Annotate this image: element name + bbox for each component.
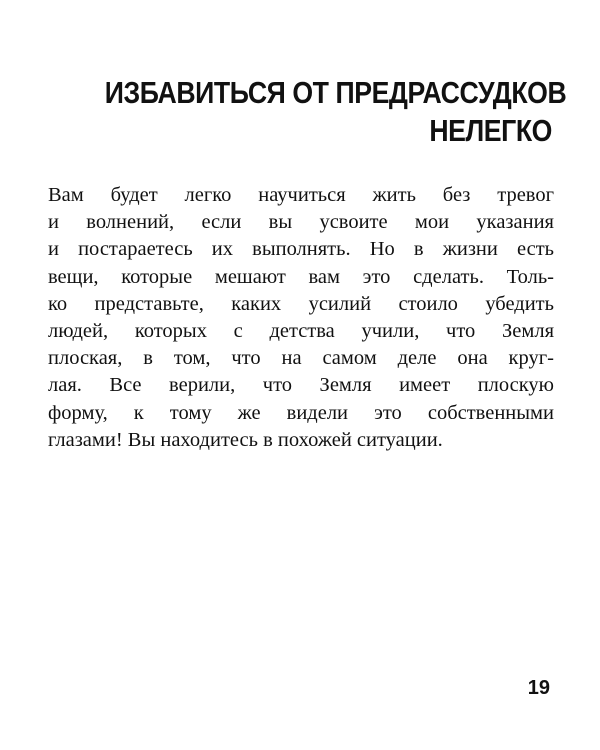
paragraph-line: Вам будет легко научиться жить без тревог (48, 184, 554, 206)
chapter-heading-line-2: НЕЛЕГКО (429, 113, 552, 148)
chapter-heading-line-1: ИЗБАВИТЬСЯ ОТ ПРЕДРАССУДКОВ (104, 75, 567, 110)
paragraph-line: плоская, в том, что на самом деле она круг- (48, 347, 554, 370)
page-number: 19 (527, 677, 550, 699)
paragraph-line: глазами! Вы находитесь в похожей ситуации. (48, 428, 443, 451)
paragraph-line: ко представьте, каких усилий стоило убедить (48, 292, 554, 315)
paragraph-line: форму, к тому же видели это собственными (48, 401, 554, 424)
paragraph-line: людей, которых с детства учили, что Земля (48, 320, 554, 343)
paragraph-line: и постараетесь их выполнять. Но в жизни есть (48, 238, 554, 261)
paragraph-line: лая. Все верили, что Земля имеет плоскую (48, 374, 554, 397)
paragraph-line: вещи, которые мешают вам это сделать. Толь- (48, 265, 554, 288)
body-paragraph (48, 182, 554, 454)
chapter-heading (104, 74, 567, 150)
paragraph-line: и волнений, если вы усвоите мои указания (48, 211, 554, 234)
